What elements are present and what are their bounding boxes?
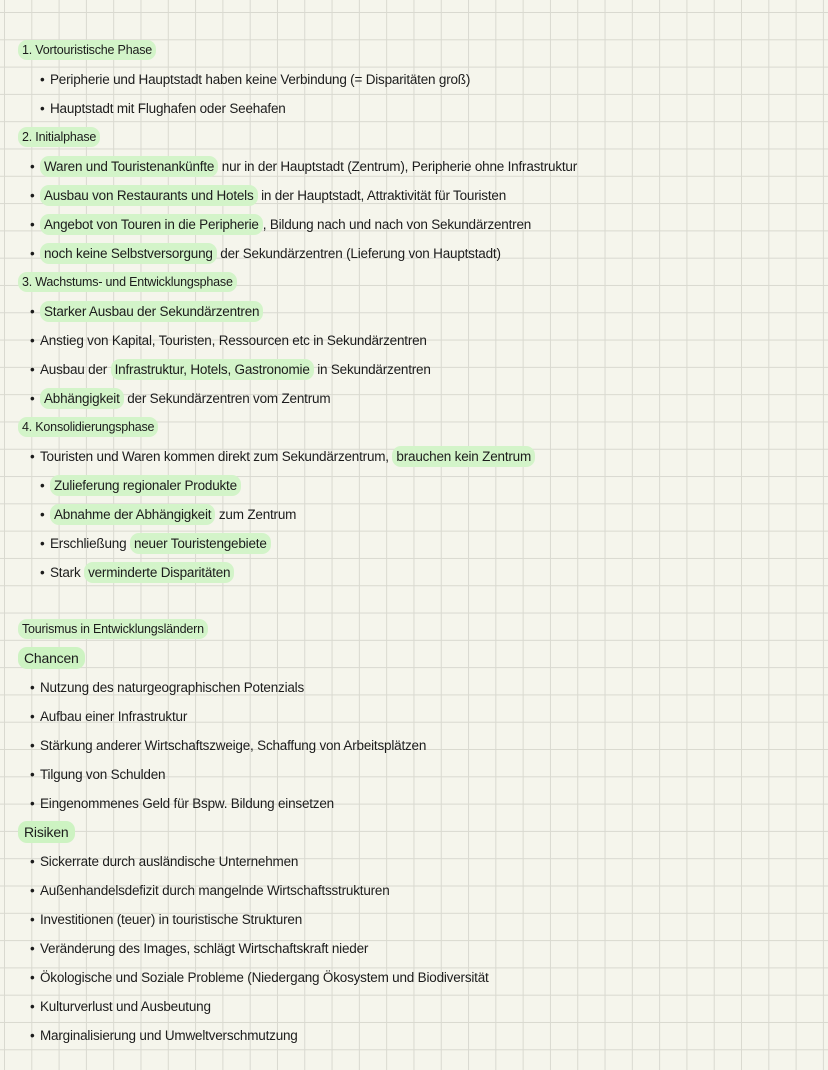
text: Erschließung (50, 536, 130, 551)
blank-space (0, 587, 828, 615)
highlighted-text: Ausbau von Restaurants und Hotels (40, 185, 258, 206)
bullet-item (0, 789, 828, 818)
text: Peripherie und Hauptstadt haben keine Verbindung (= Disparitäten groß) (50, 72, 471, 87)
bullet-icon: • (30, 912, 35, 927)
highlighted-text: 3. Wachstums- und Entwicklungsphase (18, 272, 237, 292)
bullet-item (0, 731, 828, 760)
highlighted-text: noch keine Selbstversorgung (40, 243, 217, 264)
highlighted-text: Tourismus in Entwicklungsländern (18, 619, 208, 639)
bullet-icon: • (30, 449, 35, 464)
bullet-item (0, 992, 828, 1021)
bullet-item (0, 384, 828, 413)
bullet-icon: • (30, 391, 35, 406)
text: Kulturverlust und Ausbeutung (40, 999, 211, 1014)
section-heading (0, 615, 828, 644)
subheading (0, 818, 828, 847)
highlighted-text: Chancen (18, 647, 85, 669)
bullet-icon: • (30, 217, 35, 232)
bullet-item (0, 65, 828, 94)
bullet-item (0, 905, 828, 934)
bullet-icon: • (30, 883, 35, 898)
bullet-item (0, 673, 828, 702)
highlighted-text: Risiken (18, 821, 75, 843)
highlighted-text: neuer Touristengebiete (130, 533, 271, 554)
bullet-icon: • (30, 304, 35, 319)
highlighted-text: Starker Ausbau der Sekundärzentren (40, 301, 263, 322)
highlighted-text: 4. Konsolidierungsphase (18, 417, 158, 437)
text: zum Zentrum (215, 507, 297, 522)
bullet-icon: • (30, 854, 35, 869)
text: Ökologische und Soziale Probleme (Niedergang Ökosystem und Biodiversität (40, 970, 489, 985)
text: Marginalisierung und Umweltverschmutzung (40, 1028, 298, 1043)
bullet-item (0, 239, 828, 268)
text: Veränderung des Images, schlägt Wirtschaftskraft nieder (40, 941, 369, 956)
text: Investitionen (teuer) in touristische Strukturen (40, 912, 303, 927)
bullet-item (0, 471, 828, 500)
bullet-item (0, 442, 828, 471)
bullet-icon: • (30, 709, 35, 724)
text: Touristen und Waren kommen direkt zum Sekundärzentrum, (40, 449, 393, 464)
highlighted-text: Waren und Touristenankünfte (40, 156, 218, 177)
bullet-item (0, 558, 828, 587)
bullet-item (0, 847, 828, 876)
bullet-icon: • (30, 999, 35, 1014)
bullet-icon: • (40, 565, 45, 580)
highlighted-text: verminderte Disparitäten (84, 562, 234, 583)
text: nur in der Hauptstadt (Zentrum), Peripherie ohne Infrastruktur (218, 159, 578, 174)
bullet-item (0, 297, 828, 326)
text: Nutzung des naturgeographischen Potenzials (40, 680, 305, 695)
bullet-item (0, 1021, 828, 1050)
bullet-item (0, 326, 828, 355)
bullet-item (0, 963, 828, 992)
bullet-icon: • (30, 738, 35, 753)
section-heading (0, 268, 828, 297)
bullet-icon: • (40, 478, 45, 493)
text: in der Hauptstadt, Attraktivität für Touristen (257, 188, 507, 203)
bullet-icon: • (40, 536, 45, 551)
bullet-icon: • (30, 680, 35, 695)
section-heading (0, 123, 828, 152)
bullet-item (0, 181, 828, 210)
highlighted-text: 1. Vortouristische Phase (18, 40, 156, 60)
section-heading (0, 36, 828, 65)
text: Stark (50, 565, 85, 580)
text: Hauptstadt mit Flughafen oder Seehafen (50, 101, 286, 116)
bullet-item (0, 760, 828, 789)
bullet-item (0, 152, 828, 181)
highlighted-text: Zulieferung regionaler Produkte (50, 475, 241, 496)
bullet-item (0, 94, 828, 123)
highlighted-text: Angebot von Touren in die Peripherie (40, 214, 263, 235)
bullet-icon: • (30, 333, 35, 348)
text: Stärkung anderer Wirtschaftszweige, Schaffung von Arbeitsplätzen (40, 738, 427, 753)
text: Sickerrate durch ausländische Unternehmen (40, 854, 299, 869)
subheading (0, 644, 828, 673)
section-heading (0, 413, 828, 442)
text: der Sekundärzentren (Lieferung von Hauptstadt) (216, 246, 501, 261)
text: Eingenommenes Geld für Bspw. Bildung einsetzen (40, 796, 334, 811)
bullet-icon: • (30, 1028, 35, 1043)
bullet-icon: • (40, 507, 45, 522)
bullet-item (0, 529, 828, 558)
text: in Sekundärzentren (313, 362, 431, 377)
bullet-icon: • (30, 188, 35, 203)
bullet-item (0, 934, 828, 963)
bullet-item (0, 210, 828, 239)
text: Ausbau der (40, 362, 111, 377)
bullet-icon: • (30, 767, 35, 782)
handwritten-notes-page (0, 36, 828, 1050)
highlighted-text: Infrastruktur, Hotels, Gastronomie (111, 359, 314, 380)
bullet-icon: • (30, 246, 35, 261)
bullet-icon: • (30, 941, 35, 956)
bullet-icon: • (30, 970, 35, 985)
text: Aufbau einer Infrastruktur (40, 709, 188, 724)
text: Tilgung von Schulden (40, 767, 166, 782)
bullet-icon: • (40, 72, 45, 87)
bullet-icon: • (30, 362, 35, 377)
bullet-item (0, 876, 828, 905)
bullet-item (0, 355, 828, 384)
bullet-item (0, 702, 828, 731)
bullet-icon: • (40, 101, 45, 116)
bullet-item (0, 500, 828, 529)
highlighted-text: Abhängigkeit (40, 388, 124, 409)
highlighted-text: 2. Initialphase (18, 127, 100, 147)
text: der Sekundärzentren vom Zentrum (123, 391, 331, 406)
bullet-icon: • (30, 796, 35, 811)
text: Außenhandelsdefizit durch mangelnde Wirtschaftsstrukturen (40, 883, 390, 898)
bullet-icon: • (30, 159, 35, 174)
highlighted-text: Abnahme der Abhängigkeit (50, 504, 215, 525)
text: Anstieg von Kapital, Touristen, Ressourcen etc in Sekundärzentren (40, 333, 427, 348)
text: , Bildung nach und nach von Sekundärzentren (262, 217, 532, 232)
highlighted-text: brauchen kein Zentrum (392, 446, 535, 467)
